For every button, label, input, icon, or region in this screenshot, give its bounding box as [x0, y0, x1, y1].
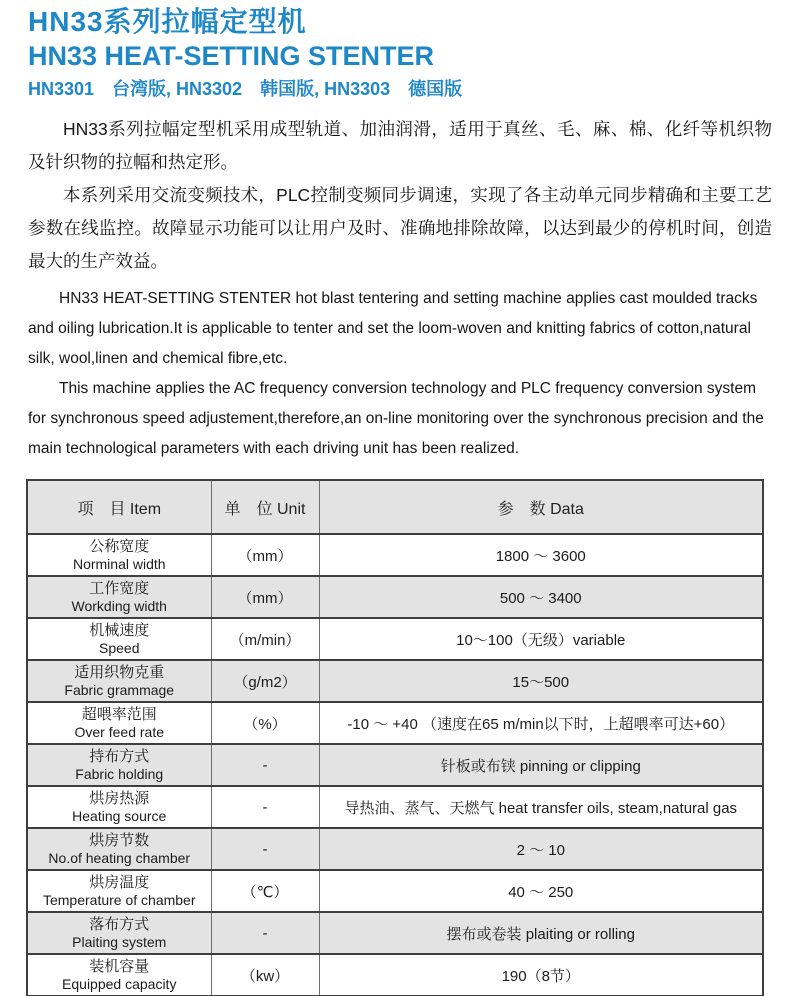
header-row — [27, 480, 763, 534]
item-label-en: No.of heating chamber — [48, 850, 191, 866]
unit-value: （m/min） — [229, 631, 301, 649]
item-label-zh: 适用织物克重 — [74, 664, 165, 681]
table-row — [27, 534, 763, 576]
unit-value: （kw） — [240, 967, 290, 985]
item-cell — [27, 534, 211, 576]
data-cell — [319, 828, 763, 870]
data-value: 针板或布铗 pinning or clipping — [440, 757, 641, 775]
spec-table — [26, 479, 764, 996]
col-header-item: 项 目 Item — [27, 480, 211, 534]
item-label-en: Workding width — [71, 598, 167, 614]
data-cell — [319, 744, 763, 786]
unit-value: （℃） — [241, 883, 289, 901]
table-row — [27, 618, 763, 660]
unit-value: - — [262, 798, 268, 816]
item-label-zh: 公称宽度 — [89, 538, 150, 555]
spec-table-header — [27, 480, 763, 534]
intro-paragraph-en-1: HN33 HEAT-SETTING STENTER hot blast tentering and setting machine applies cast moulded tracks and oiling lubrication.It is applicable to tenter and set the loom-woven and knitting fabrics of cotton,natural silk, wool,linen and chemical fibre,etc. — [28, 290, 758, 367]
unit-cell — [211, 786, 319, 828]
data-value: 导热油、蒸气、天燃气 heat transfer oils, steam,natural gas — [344, 799, 738, 817]
item-label-en: Plaiting system — [72, 934, 167, 950]
unit-value: （%） — [243, 715, 287, 733]
item-label-en: Heating source — [72, 808, 167, 824]
unit-cell — [211, 870, 319, 912]
item-label-zh: 工作宽度 — [89, 580, 150, 597]
col-header-unit: 单 位 Unit — [211, 480, 319, 534]
item-cell — [27, 954, 211, 996]
intro-paragraph-zh-1: HN33系列拉幅定型机采用成型轨道、加油润滑，适用于真丝、毛、麻、棉、化纤等机织物及针织物的拉幅和热定形。 — [28, 119, 772, 172]
page-title-en: HN33 HEAT-SETTING STENTER — [28, 41, 435, 71]
data-cell — [319, 534, 763, 576]
unit-value: （mm） — [237, 589, 293, 607]
data-cell — [319, 618, 763, 660]
item-label-zh: 机械速度 — [89, 622, 150, 639]
table-row — [27, 870, 763, 912]
data-cell — [319, 660, 763, 702]
intro-block-en — [28, 284, 772, 464]
table-row — [27, 786, 763, 828]
item-label-en: Over feed rate — [74, 724, 164, 740]
item-cell — [27, 912, 211, 954]
unit-cell — [211, 912, 319, 954]
intro-paragraph-en-2: This machine applies the AC frequency conversion technology and PLC frequency conversion system for synchronous speed adjustement,therefore,an on-line monitoring over the synchronous precision and the main technological parameters with each driving unit has been realized. — [28, 380, 764, 457]
item-label-en: Speed — [99, 640, 140, 656]
unit-cell — [211, 744, 319, 786]
unit-cell — [211, 954, 319, 996]
intro-paragraph-zh-2: 本系列采用交流变频技术，PLC控制变频同步调速，实现了各主动单元同步精确和主要工艺参数在线监控。故障显示功能可以让用户及时、准确地排除故障，以达到最少的停机时间，创造最大的生产效益。 — [28, 185, 772, 271]
data-value: -10 ～ +40 （速度在65 m/min以下时，上超喂率可达+60） — [347, 715, 735, 733]
unit-value: - — [262, 840, 268, 858]
item-label-zh: 落布方式 — [89, 916, 150, 933]
unit-value: - — [262, 924, 268, 942]
item-label-zh: 烘房温度 — [89, 874, 150, 891]
col-header-data: 参 数 Data — [319, 480, 763, 534]
item-cell — [27, 870, 211, 912]
unit-cell — [211, 618, 319, 660]
item-cell — [27, 576, 211, 618]
data-value: 40 ～ 250 — [508, 883, 574, 901]
table-row — [27, 828, 763, 870]
unit-cell — [211, 534, 319, 576]
item-cell — [27, 702, 211, 744]
item-label-en: Equipped capacity — [62, 976, 177, 992]
data-value: 500 ～ 3400 — [499, 589, 582, 607]
item-cell — [27, 828, 211, 870]
unit-value: （mm） — [237, 547, 293, 565]
data-value: 2 ～ 10 — [516, 841, 565, 859]
page-title-zh: HN33系列拉幅定型机 — [28, 6, 307, 37]
unit-value: - — [262, 756, 268, 774]
unit-cell — [211, 828, 319, 870]
item-label-en: Temperature of chamber — [42, 892, 196, 908]
data-cell — [319, 702, 763, 744]
model-variants-subtitle: HN3301 台湾版, HN3302 韩国版, HN3303 德国版 — [28, 79, 463, 99]
item-label-en: Fabric grammage — [64, 682, 175, 698]
item-label-zh: 烘房热源 — [89, 790, 150, 807]
data-cell — [319, 576, 763, 618]
data-cell — [319, 870, 763, 912]
item-cell — [27, 744, 211, 786]
data-value: 190（8节） — [501, 967, 580, 985]
table-row — [27, 576, 763, 618]
spec-table-body — [27, 534, 763, 996]
item-label-zh: 烘房节数 — [89, 832, 150, 849]
data-value: 15～500 — [512, 673, 570, 691]
item-label-zh: 持布方式 — [89, 748, 150, 765]
item-label-en: Fabric holding — [75, 766, 164, 782]
item-cell — [27, 618, 211, 660]
data-value: 摆布或卷装 plaiting or rolling — [446, 925, 635, 943]
item-label-en: Norminal width — [72, 556, 166, 572]
unit-cell — [211, 702, 319, 744]
item-label-zh: 装机容量 — [89, 958, 150, 975]
table-row — [27, 660, 763, 702]
unit-value: （g/m2） — [233, 673, 297, 691]
item-cell — [27, 660, 211, 702]
table-row — [27, 912, 763, 954]
table-row — [27, 954, 763, 996]
data-cell — [319, 912, 763, 954]
intro-block-zh — [28, 113, 772, 278]
item-label-zh: 超喂率范围 — [81, 706, 157, 723]
data-value: 10～100（无级）variable — [456, 631, 626, 649]
unit-cell — [211, 660, 319, 702]
data-value: 1800 ～ 3600 — [495, 547, 586, 565]
data-cell — [319, 786, 763, 828]
table-row — [27, 744, 763, 786]
unit-cell — [211, 576, 319, 618]
item-cell — [27, 786, 211, 828]
table-row — [27, 702, 763, 744]
data-cell — [319, 954, 763, 996]
